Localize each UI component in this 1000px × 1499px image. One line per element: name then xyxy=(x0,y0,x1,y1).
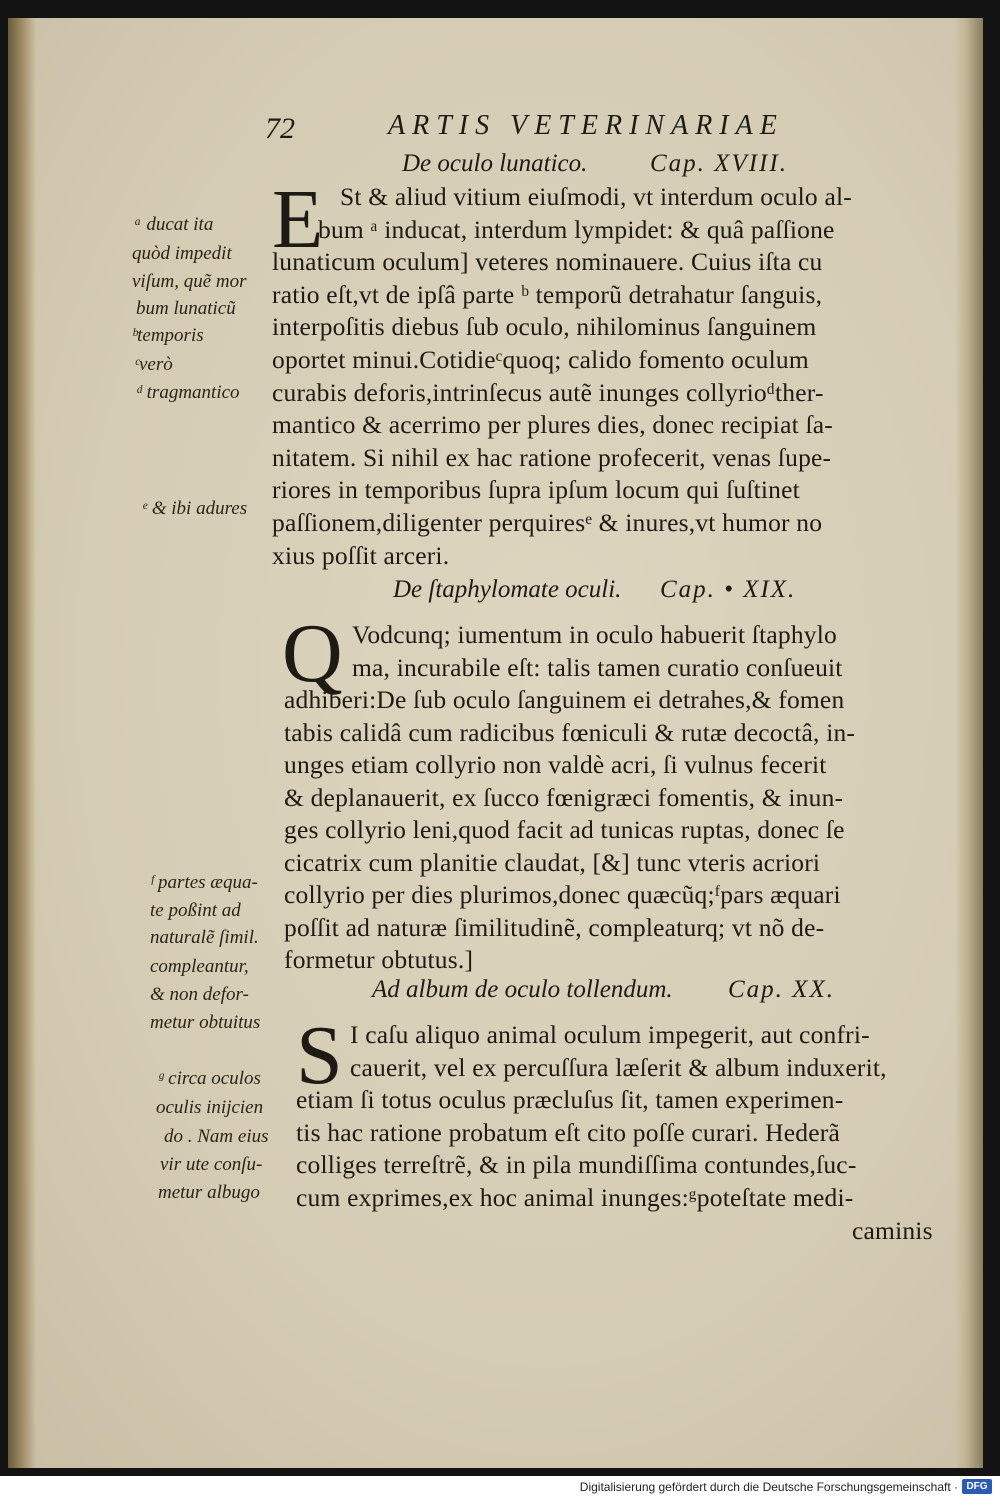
margin-note: te poßint ad xyxy=(150,900,241,921)
chapter-19-cap: Cap. • XIX. xyxy=(660,576,797,603)
body-text-line: cum exprimes,ex hoc animal inunges:ᵍpoteſtate medi- xyxy=(296,1183,854,1212)
chapter-18-dropcap: E xyxy=(272,173,324,266)
margin-note: metur albugo xyxy=(158,1182,260,1203)
margin-note: ᵉ & ibi adures xyxy=(142,498,248,519)
running-title: ARTIS VETERINARIAE xyxy=(388,110,784,141)
page-edge xyxy=(955,18,983,1468)
margin-note: compleantur, xyxy=(150,956,249,977)
body-text-line: tis hac ratione probatum eſt cito poſſe curari. Hederã xyxy=(296,1117,840,1147)
body-text-line: ma, incurabile eſt: talis tamen curatio conſueuit xyxy=(352,652,843,682)
body-text-line: paſſionem,diligenter perquiresᵉ & inures,vt humor no xyxy=(272,508,823,537)
body-text-line: collyrio per dies plurimos,donec quæcũq;ᶠpars æquari xyxy=(284,880,841,909)
body-text-line: I caſu aliquo animal oculum impegerit, aut confri- xyxy=(350,1020,870,1049)
chapter-20-heading: Ad album de oculo tollendum. xyxy=(372,976,673,1003)
body-text-line: St & aliud vitium eiuſmodi, vt interdum oculo al- xyxy=(340,182,852,211)
body-text-line: ges collyrio leni,quod facit ad tunicas ruptas, donec ſe xyxy=(284,815,845,844)
body-text-line: cauerit, vel ex percuſſura læſerit & album induxerit, xyxy=(350,1052,887,1082)
margin-note: metur obtuitus xyxy=(150,1012,261,1033)
chapter-18-heading: De oculo lunatico. xyxy=(402,150,588,177)
body-text-line: poſſit ad naturæ ſimilitudinẽ, compleaturq; vt nõ de- xyxy=(284,912,825,942)
body-text-line: oportet minui.Cotidieᶜquoq; calido fomento oculum xyxy=(272,345,809,374)
body-text-line: nitatem. Si nihil ex hac ratione profecerit, venas ſupe- xyxy=(272,442,832,472)
body-text-line: colliges terreſtrẽ, & in pila mundiſſima contundes,ſuc- xyxy=(296,1150,857,1180)
body-text-line: ratio eſt,vt de ipſâ parte ᵇ temporũ detrahatur ſanguis, xyxy=(272,279,823,309)
chapter-19-dropcap: Q xyxy=(282,607,343,700)
body-text-line: riores in temporibus ſupra ipſum locum qui ſuſtinet xyxy=(272,475,800,505)
body-text-line: curabis deforis,intrinſecus autẽ inunges collyrioᵈther- xyxy=(272,377,824,407)
margin-note: ᶠ partes æqua- xyxy=(150,872,258,893)
body-text-line: etiam ſi totus oculus præcluſus ſit, tamen experimen- xyxy=(296,1085,844,1115)
body-text-line: tabis calidâ cum radicibus fœniculi & rutæ decoctâ, in- xyxy=(284,717,856,747)
body-text-line: Vodcunq; iumentum in oculo habuerit ſtaphylo xyxy=(352,620,837,649)
body-text-line: interpoſitis diebus ſub oculo, nihilominus ſanguinem xyxy=(272,312,817,342)
margin-note: naturalẽ ſimil. xyxy=(150,927,259,948)
chapter-20-dropcap: S xyxy=(296,1009,343,1102)
body-text-line: xius poſſit arceri. xyxy=(272,540,450,570)
margin-note: do . Nam eius xyxy=(164,1126,269,1147)
body-text-line: caminis xyxy=(852,1215,933,1245)
body-text-line: lunaticum oculum] veteres nominauere. Cuius iſta cu xyxy=(272,247,823,277)
body-text-line: & deplanauerit, ex ſucco fœnigræci fomentis, & inun- xyxy=(284,782,844,812)
margin-note: ᵃ ducat ita xyxy=(134,214,214,235)
body-text-line: unges etiam collyrio non valdè acri, ſi vulnus fecerit xyxy=(284,750,827,779)
page-gutter xyxy=(8,18,36,1468)
margin-note: bum lunaticũ xyxy=(136,298,236,319)
funding-credit: Digitalisierung gefördert durch die Deutsche Forschungsgemeinschaft · xyxy=(579,1480,958,1494)
body-text-line: cicatrix cum planitie claudat, [&] tunc vteris acriori xyxy=(284,847,821,877)
margin-note: ᶜverò xyxy=(134,354,173,375)
page-number: 72 xyxy=(265,112,295,145)
margin-note: vir ute conſu- xyxy=(160,1154,263,1175)
body-text-line: mantico & acerrimo per plures dies, donec recipiat ſa- xyxy=(272,410,833,440)
margin-note: ᵍ circa oculos xyxy=(158,1068,261,1089)
body-text-line: adhiberi:De ſub oculo ſanguinem ei detrahes,& fomen xyxy=(284,685,845,714)
footer-bar xyxy=(0,1476,1000,1499)
margin-note: & non defor- xyxy=(150,984,249,1005)
margin-note: viſum, quẽ mor xyxy=(132,271,247,292)
chapter-19-heading: De ſtaphylomate oculi. xyxy=(393,576,622,603)
body-text-line: bum ᵃ inducat, interdum lympidet: & quâ paſſione xyxy=(318,214,835,244)
margin-note: oculis inijcien xyxy=(156,1097,264,1118)
dfg-logo: DFG xyxy=(962,1479,992,1494)
margin-note: ᵈ tragmantico xyxy=(136,382,240,403)
body-text-line: formetur obtutus.] xyxy=(284,945,474,974)
chapter-20-cap: Cap. XX. xyxy=(728,976,835,1003)
margin-note: quòd impedit xyxy=(132,243,232,264)
margin-note: ᵇtemporis xyxy=(132,325,204,346)
chapter-18-cap: Cap. XVIII. xyxy=(650,150,788,177)
